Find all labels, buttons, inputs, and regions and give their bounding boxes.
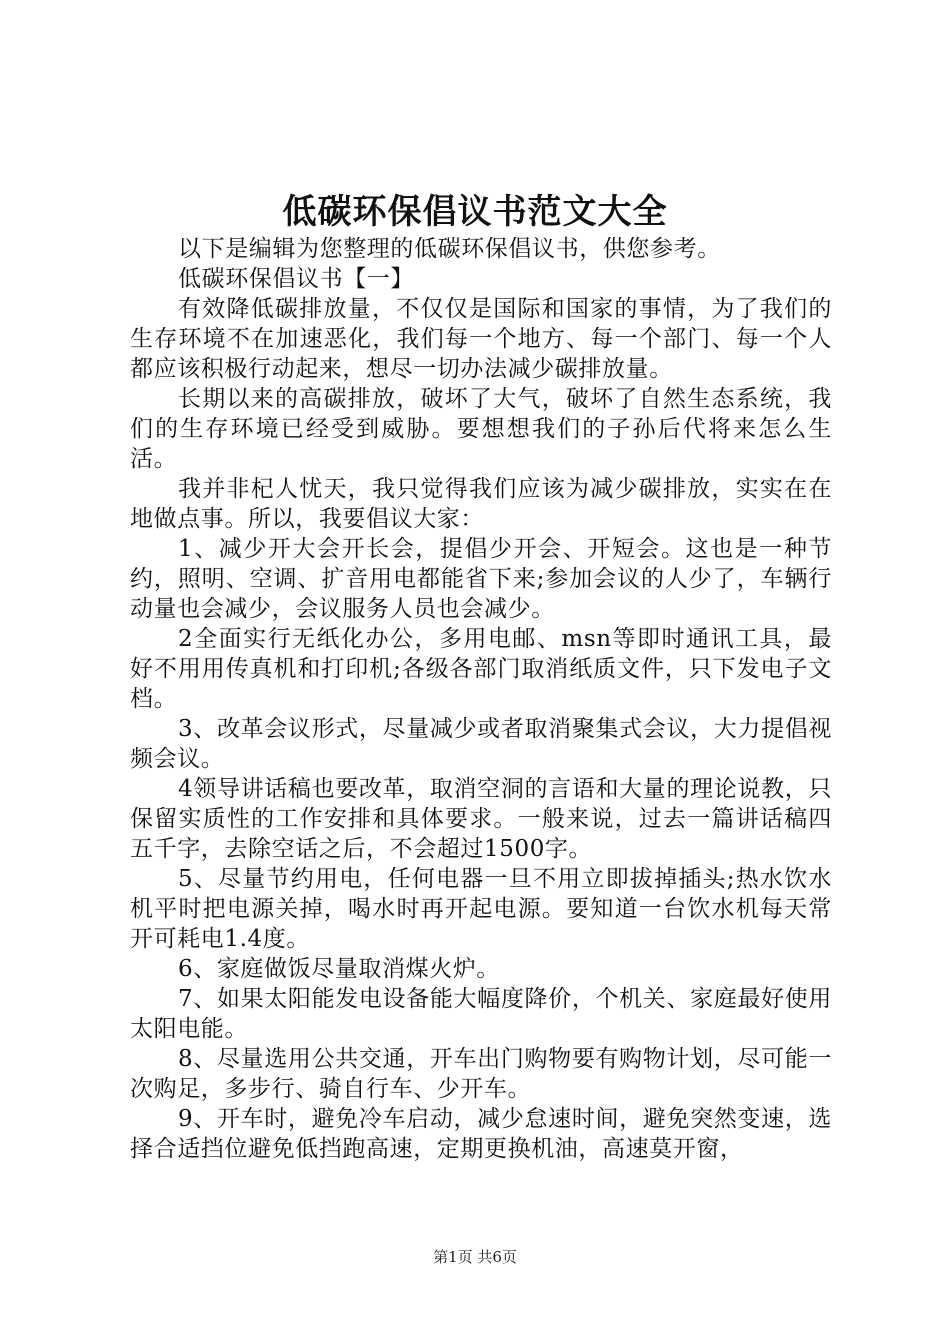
list-item: 3、改革会议形式，尽量减少或者取消聚集式会议，大力提倡视频会议。 <box>130 716 832 772</box>
page-number-footer: 第1页 共6页 <box>433 1248 517 1266</box>
list-item: 5、尽量节约用电，任何电器一旦不用立即拔掉插头;热水饮水机平时把电源关掉，喝水时再开起电源。要知道一台饮水机每天常开可耗电1.4度。 <box>130 866 832 952</box>
body-paragraph: 长期以来的高碳排放，破坏了大气，破坏了自然生态系统，我们的生存环境已经受到威胁。要想想我们的子孙后代将来怎么生活。 <box>130 386 832 472</box>
list-item: 2全面实行无纸化办公，多用电邮、msn等即时通讯工具，最好不用用传真机和打印机;各级各部门取消纸质文件，只下发电子文档。 <box>130 626 832 712</box>
list-item: 8、尽量选用公共交通，开车出门购物要有购物计划，尽可能一次购足，多步行、骑自行车、少开车。 <box>130 1046 832 1102</box>
body-paragraph: 我并非杞人忧天，我只觉得我们应该为减少碳排放，实实在在地做点事。所以，我要倡议大家： <box>130 476 832 532</box>
document-title: 低碳环保倡议书范文大全 <box>282 192 668 232</box>
list-item: 9、开车时，避免冷车启动，减少怠速时间，避免突然变速，选择合适挡位避免低挡跑高速，定期更换机油，高速莫开窗， <box>130 1106 832 1162</box>
list-item: 1、减少开大会开长会，提倡少开会、开短会。这也是一种节约，照明、空调、扩音用电都能省下来;参加会议的人少了，车辆行动量也会减少，会议服务人员也会减少。 <box>130 536 832 622</box>
body-paragraph: 有效降低碳排放量，不仅仅是国际和国家的事情，为了我们的生存环境不在加速恶化，我们每一个地方、每一个部门、每一个人都应该积极行动起来，想尽一切办法减少碳排放量。 <box>130 296 832 382</box>
list-item: 7、如果太阳能发电设备能大幅度降价，个机关、家庭最好使用太阳电能。 <box>130 986 832 1042</box>
list-item: 6、家庭做饭尽量取消煤火炉。 <box>178 956 501 982</box>
section-heading: 低碳环保倡议书【一】 <box>178 266 414 292</box>
intro-paragraph: 以下是编辑为您整理的低碳环保倡议书，供您参考。 <box>178 236 721 262</box>
list-item: 4领导讲话稿也要改革，取消空洞的言语和大量的理论说教，只保留实质性的工作安排和具体要求。一般来说，过去一篇讲话稿四五千字，去除空话之后，不会超过1500字。 <box>130 776 832 862</box>
document-body <box>130 234 832 1164</box>
